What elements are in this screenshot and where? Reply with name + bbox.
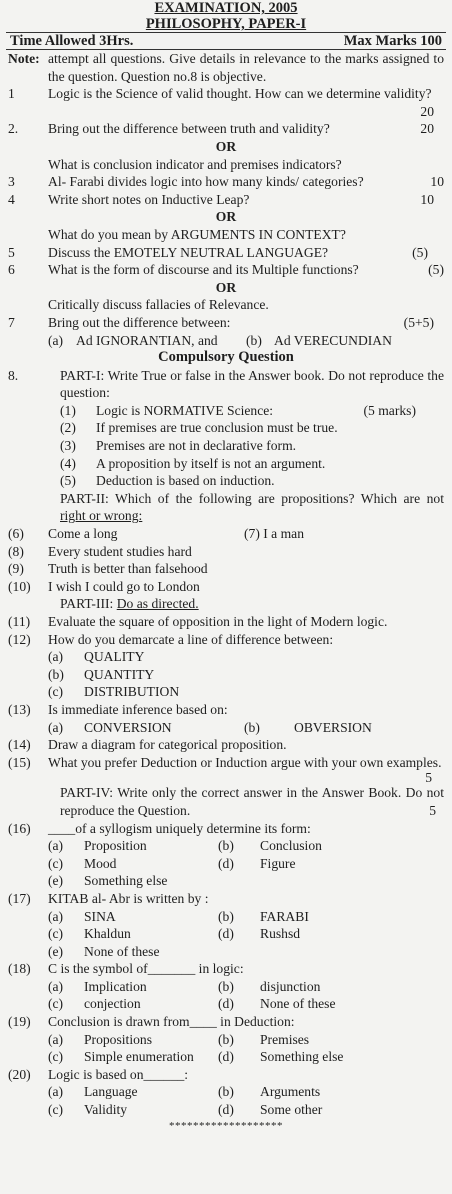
option-label: (c) <box>48 926 64 942</box>
question-8 <box>8 367 444 402</box>
question-6 <box>8 261 444 279</box>
option-text: Something else <box>260 1049 344 1065</box>
option-text: Something else <box>84 873 168 889</box>
question-blank: ____ <box>48 820 76 836</box>
option-label <box>218 943 260 961</box>
option-row <box>8 666 444 684</box>
question-number: (19) <box>8 1014 31 1030</box>
question-text: C is the symbol of_______ in logic: <box>48 961 244 977</box>
question-number: (12) <box>8 631 31 647</box>
item-text: If premises are true conclusion must be true. <box>96 420 338 436</box>
option-label: (d) <box>218 996 234 1012</box>
item-text: A proposition by itself is not an argument. <box>96 455 326 471</box>
option-text: Ad VERECUNDIAN <box>274 332 392 348</box>
question-7-options <box>8 332 444 350</box>
option-text: Validity <box>84 1102 128 1118</box>
part-4-marks: 5 <box>429 802 436 818</box>
part-4-instructions <box>8 784 444 819</box>
option-row <box>8 1083 444 1101</box>
item-number: (5) <box>60 473 76 489</box>
option-label: (b) <box>244 719 260 735</box>
question-20-options <box>8 1083 444 1118</box>
option-label: (a) <box>48 649 64 665</box>
item-text: Deduction is based on induction. <box>96 473 275 489</box>
option-label: (c) <box>48 1049 64 1065</box>
question-19 <box>8 1013 444 1031</box>
question-4 <box>8 191 444 209</box>
option-label: (d) <box>218 926 234 942</box>
note <box>8 50 444 85</box>
question-text: Every student studies hard <box>48 543 192 559</box>
question-number: 6 <box>8 262 15 278</box>
question-text <box>48 85 444 120</box>
option-label: (b) <box>218 1031 234 1047</box>
option-text: OBVERSION <box>294 719 372 735</box>
question-text: I wish I could go to London <box>48 578 200 594</box>
or-divider: OR <box>215 279 237 295</box>
question-17 <box>8 890 444 908</box>
max-marks: Max Marks 100 <box>343 33 442 49</box>
question-9-item <box>8 560 444 578</box>
question-text: Is immediate inference based on: <box>48 701 228 717</box>
question-15 <box>8 754 444 785</box>
question-text: Draw a diagram for categorical proposition. <box>48 737 287 753</box>
option-row <box>8 855 444 873</box>
question-text: Bring out the difference between: <box>48 314 231 330</box>
option-text: Ad IGNORANTIAN, and <box>76 332 218 348</box>
option-text: Language <box>84 1084 138 1100</box>
question-text: Bring out the difference between truth and validity? <box>48 121 330 137</box>
question-marks: 10 <box>430 174 444 190</box>
question-11 <box>8 613 444 631</box>
item-number: (1) <box>60 402 76 418</box>
question-marks: 5 <box>425 770 432 786</box>
item-marks <box>416 437 444 455</box>
item-number: (2) <box>60 420 76 436</box>
option-row <box>8 1031 444 1049</box>
option-text: Rushsd <box>260 926 301 942</box>
question-16 <box>8 820 444 838</box>
option-label: (a) <box>48 908 64 924</box>
question-number: (17) <box>8 890 31 906</box>
option-label: (d) <box>218 1102 234 1118</box>
option-label: (b) <box>48 666 64 682</box>
question-body: What you prefer Deduction or Induction argue with your own examples. <box>48 754 442 770</box>
true-false-item <box>8 472 444 490</box>
exam-title: EXAMINATION, 2005 <box>154 0 298 16</box>
option-text: Arguments <box>260 1084 321 1100</box>
question-text: Truth is better than falsehood <box>48 561 208 577</box>
option-label: (c) <box>48 1102 64 1118</box>
option-row <box>8 719 444 737</box>
option-label: (b) <box>218 908 234 924</box>
question-number: 5 <box>8 244 15 260</box>
option-label: (a) <box>48 838 64 854</box>
question-19-options <box>8 1031 444 1066</box>
option-text: CONVERSION <box>84 719 172 735</box>
question-marks: (5) <box>428 262 444 278</box>
item-marks <box>416 419 444 437</box>
part-2-text: PART-II: Which of the following are propositions? Which are not <box>60 490 444 506</box>
option-text: disjunction <box>260 978 321 994</box>
option-label: (c) <box>48 684 64 700</box>
note-text: attempt all questions. Give details in relevance to the marks assigned to the question. Question no.8 is objective. <box>48 51 444 84</box>
question-text: Logic is based on______: <box>48 1066 189 1082</box>
note-label: Note: <box>8 51 40 66</box>
question-number: (20) <box>8 1066 31 1082</box>
option-row <box>8 995 444 1013</box>
compulsory-heading: Compulsory Question <box>158 349 294 366</box>
option-text: QUALITY <box>84 649 145 665</box>
question-5 <box>8 244 444 262</box>
question-7 <box>8 314 444 332</box>
question-text: KITAB al- Abr is written by : <box>48 890 209 906</box>
question-13 <box>8 701 444 719</box>
question-number: 4 <box>8 191 15 207</box>
option-label: (c) <box>48 855 64 871</box>
question-text <box>48 820 444 838</box>
option-label: (b) <box>218 978 234 994</box>
option-row <box>8 837 444 855</box>
option-label: (a) <box>48 719 64 735</box>
option-text: Propositions <box>84 1031 152 1047</box>
option-label: (a) <box>48 978 64 994</box>
option-row <box>8 943 444 961</box>
item-number: (4) <box>60 455 76 471</box>
option-label: (a) <box>48 1084 64 1100</box>
question-number: (10) <box>8 578 31 594</box>
question-text: Write short notes on Inductive Leap? <box>48 191 250 207</box>
option-text: conjection <box>84 996 141 1012</box>
question-number: (6) <box>8 526 24 542</box>
option-text: None of these <box>260 996 336 1012</box>
question-body: of a syllogism uniquely determine its form: <box>75 820 311 836</box>
question-number: (11) <box>8 614 31 629</box>
option-label: (d) <box>218 1049 234 1065</box>
question-text: What is the form of discourse and its Multiple functions? <box>48 262 359 278</box>
time-allowed: Time Allowed 3Hrs. <box>10 33 134 49</box>
option-label: (b) <box>246 332 262 348</box>
option-text: None of these <box>84 943 160 959</box>
true-false-item <box>8 402 444 420</box>
option-text: SINA <box>84 908 116 924</box>
option-label: (e) <box>48 873 64 889</box>
option-label: (c) <box>48 996 64 1012</box>
question-6-7 <box>8 525 444 543</box>
question-number: (15) <box>8 754 31 770</box>
question-number: (13) <box>8 701 31 717</box>
part-2-underlined: right or wrong: <box>60 508 143 524</box>
true-false-item <box>8 437 444 455</box>
question-18 <box>8 960 444 978</box>
question-number: (9) <box>8 561 24 577</box>
question-12 <box>8 631 444 649</box>
option-text: Conclusion <box>260 838 322 854</box>
question-marks: 10 <box>420 191 434 207</box>
question-body: Logic is the Science of valid thought. How can we determine validity? <box>48 86 432 102</box>
question-6-alt: Critically discuss fallacies of Relevance. <box>48 297 269 313</box>
item-marks <box>416 472 444 490</box>
true-false-item <box>8 419 444 437</box>
question-marks: (5+5) <box>403 314 434 330</box>
option-label: (d) <box>218 855 234 871</box>
question-8-item <box>8 543 444 561</box>
option-text: DISTRIBUTION <box>84 684 180 700</box>
question-2-alt: What is conclusion indicator and premises indicators? <box>48 156 342 172</box>
question-17-options <box>8 908 444 961</box>
question-number: (18) <box>8 961 31 977</box>
or-divider: OR <box>215 138 237 154</box>
question-text <box>48 754 444 785</box>
question-4-alt: What do you mean by ARGUMENTS IN CONTEXT? <box>48 226 346 242</box>
option-text: Figure <box>260 855 296 871</box>
question-number: 8. <box>8 367 19 383</box>
question-3 <box>8 173 444 191</box>
part-2-instructions <box>8 490 444 525</box>
option-label: (a) <box>48 1031 64 1047</box>
option-text: FARABI <box>260 908 309 924</box>
option-text: Premises <box>260 1031 310 1047</box>
question-number: (8) <box>8 543 24 559</box>
item-text: Logic is NORMATIVE Science: <box>96 402 274 418</box>
question-marks: 20 <box>420 121 434 137</box>
question-16-options <box>8 837 444 890</box>
paper-title: PHILOSOPHY, PAPER-I <box>145 16 307 32</box>
question-text: Come a long <box>48 526 118 542</box>
question-20 <box>8 1066 444 1084</box>
item-marks: (5 marks) <box>363 402 416 418</box>
question-text: Discuss the EMOTELY NEUTRAL LANGUAGE? <box>48 244 329 260</box>
part-1-items <box>8 402 444 490</box>
item-number: (3) <box>60 438 76 454</box>
option-row <box>8 683 444 701</box>
true-false-item <box>8 455 444 473</box>
option-label: (e) <box>48 943 64 959</box>
question-18-options <box>8 978 444 1013</box>
option-label: (b) <box>218 1084 234 1100</box>
part-3-label: PART-III: <box>60 596 117 612</box>
option-row <box>8 1101 444 1119</box>
option-row <box>8 1048 444 1066</box>
question-text: How do you demarcate a line of difference between: <box>48 631 334 647</box>
question-number: 2. <box>8 121 19 137</box>
option-label: (b) <box>218 838 234 854</box>
option-text: Simple enumeration <box>84 1049 194 1065</box>
option-text: Mood <box>84 855 117 871</box>
option-text: QUANTITY <box>84 666 155 682</box>
option-text: Implication <box>84 978 147 994</box>
question-number: (16) <box>8 820 31 836</box>
question-text: Conclusion is drawn from____ in Deduction: <box>48 1014 295 1030</box>
question-text: Al- Farabi divides logic into how many kinds/ categories? <box>48 174 364 190</box>
part-1-instructions: PART-I: Write True or false in the Answer book. Do not reproduce the question: <box>60 367 444 401</box>
or-divider: OR <box>215 209 237 225</box>
question-number: (14) <box>8 737 31 753</box>
footer-stars: ******************* <box>169 1119 283 1132</box>
option-text: Some other <box>260 1102 323 1118</box>
item-marks <box>416 455 444 473</box>
question-text: Evaluate the square of opposition in the light of Modern logic. <box>48 614 388 629</box>
time-marks-bar <box>6 32 446 50</box>
option-label: (a) <box>48 332 64 348</box>
question-2 <box>8 120 444 138</box>
question-10-item <box>8 578 444 596</box>
option-label <box>218 872 260 890</box>
option-row <box>8 925 444 943</box>
part-3-underlined: Do as directed. <box>116 596 199 612</box>
option-text: Khaldun <box>84 926 131 942</box>
option-text: Proposition <box>84 838 147 854</box>
option-row <box>8 908 444 926</box>
question-text: (7) I a man <box>244 526 305 542</box>
question-marks: 20 <box>420 103 434 119</box>
part-3-instructions <box>8 595 444 613</box>
option-row <box>8 648 444 666</box>
question-number: 3 <box>8 174 15 190</box>
option-row <box>8 978 444 996</box>
question-14 <box>8 736 444 754</box>
question-marks: (5) <box>412 244 428 260</box>
option-row <box>8 872 444 890</box>
question-number: 7 <box>8 314 15 330</box>
part-4-text: PART-IV: Write only the correct answer in the Answer Book. Do not reproduce the Question. <box>60 785 444 818</box>
question-1 <box>8 85 444 120</box>
item-text: Premises are not in declarative form. <box>96 438 297 454</box>
question-number: 1 <box>8 86 15 102</box>
